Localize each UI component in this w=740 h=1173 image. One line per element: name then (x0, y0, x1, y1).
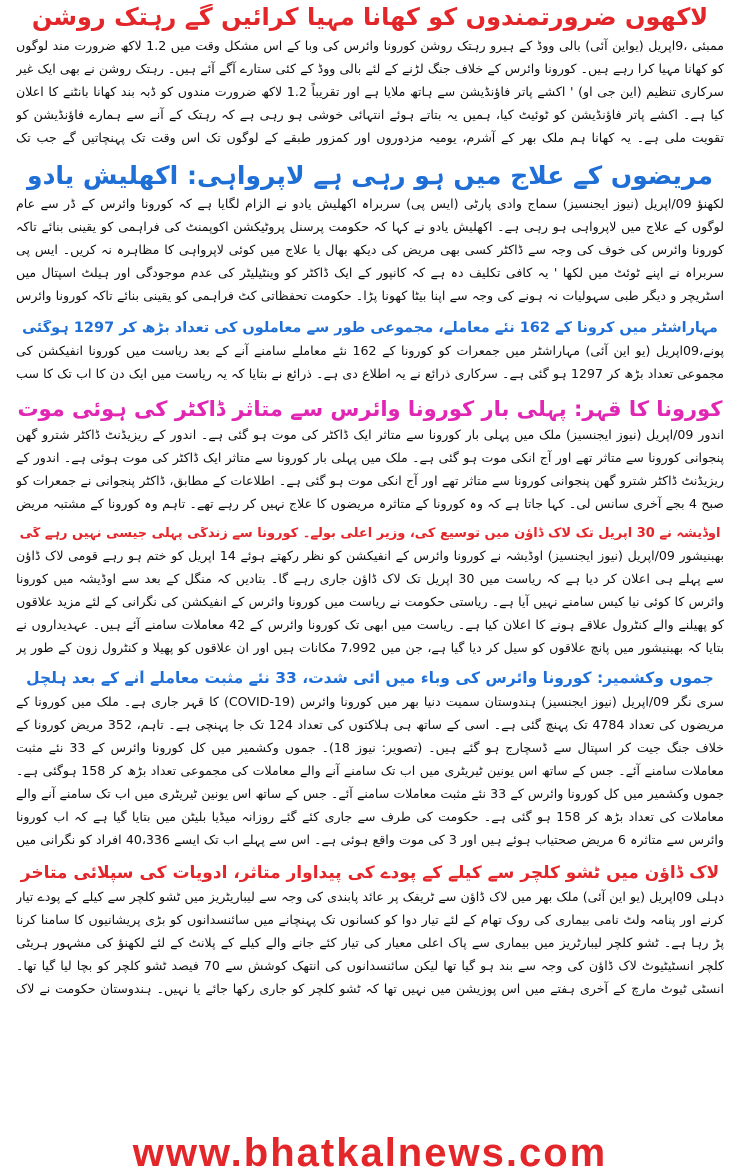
article-rohtak-roshan (0, 4, 740, 150)
article-headline: لاک ڈاؤن میں ٹشو کلچر سے کیلے کے پودے کی پیداوار متاثر، ادویات کی سپلائی متاخر (20, 863, 720, 883)
site-url-footer: www.bhatkalnews.com (132, 1131, 608, 1173)
article-maharashtra-cases (0, 320, 740, 385)
article-headline: کورونا کا قہر: پہلی بار کورونا وائرس سے متاثر ڈاکٹر کی ہوئی موت (17, 397, 723, 422)
article-akhilesh-yadav (0, 162, 740, 309)
article-headline: اوڈیشہ نے 30 اپریل تک لاک ڈاؤن میں توسیع کی، وزیر اعلی بولے۔ کورونا سے زندگی پہلی جیسی نہیں رہے گی (19, 527, 721, 542)
article-body: سری نگر 09/اپریل (نیوز ایجنسیز) ہندوستان سمیت دنیا بھر میں کورونا وائرس (COVID-19) کا قہر جاری ہے۔ ملک میں کورونا کے مریضوں کی تعداد 4784 تک پہنچ گئی ہے۔ اسی کے ساتھ ہی ہلاکتوں کی تعداد 124 تک جا پہنچی ہے۔ تاہم، 352 مریض کورونا کے خلاف جنگ جیت کر اسپتال سے ڈسچارج ہو گئے ہیں۔ (تصویر: نیوز 18)۔ جموں وکشمیر میں کل کورونا وائرس کے 33 نئے مثبت معاملات سامنے آئے۔ جس کے ساتھ اس یونین ٹیریٹری میں اب تک سامنے آنے والے معاملات کی مجموعی تعداد بڑھ کر 158 ہوگئی ہے۔ جموں وکشمیر میں کل کورونا وائرس کے 33 نئے مثبت معاملات سامنے آئے۔ جس کے ساتھ اس یونین ٹیریٹری میں اب تک سامنے آنے والے معاملات کی تعداد بڑھ کر 158 ہو گئی ہے۔ حکومت کی طرف سے جاری کئے گئے روزانہ میڈیا بلیٹن میں بتایا گیا ہے کہ اب کورونا وائرس سے متاثرہ 6 مریض صحتیاب ہوئے ہیں اور 3 کی موت واقع ہوئی ہے۔ اس سے پہلے اب تک ایسے 40،336 افراد کو نگرانی میں (16, 693, 724, 847)
article-jammu-kashmir (0, 670, 740, 852)
article-body: لکھنؤ 09/اپریل (نیوز ایجنسیز) سماج وادی پارٹی (ایس پی) سربراہ اکھلیش یادو نے الزام لگایا ہے کہ کورونا وائرس کے ڈر سے عام لوگوں کے علاج میں لاپرواہی ہو رہی ہے۔ اکھلیش یادو نے کہا کہ حکومت پرسنل پروٹیکشن اکوپمنٹ کی فراہمی کو یقینی بنائے تاکہ کورونا وائرس کی خوف کی وجہ سے ڈاکٹر کسی بھی مریض کی دیکھ بھال یا علاج میں کوئی لاپرواہی کا مظاہرہ نہ کریں۔ ایس پی سربراہ نے اپنے ٹوئٹ میں لکھا ' یہ کافی تکلیف دہ ہے کہ کانپور کے ایک ڈاکٹر کو وینٹیلیٹر کی عدم موجودگی اور ہیلٹ اسپتال میں اسٹریچر و دیگر طبی سہولیات نہ ہونے کی وجہ سے اپنا بیٹا کھونا پڑا۔ حکومت تحفظاتی کٹ فراہمی کو یقینی بنائے تاکہ کورونا وائرس (16, 196, 724, 304)
article-body: اندور 09/اپریل (نیوز ایجنسیز) ملک میں پہلی بار کورونا سے متاثر ایک ڈاکٹر کی موت ہو گئی ہے۔ اندور کے ریزیڈنٹ ڈاکٹر شترو گھن پنجوانی کورونا سے متاثر تھے اور آج انکی موت ہو گئی ہے۔ ملک میں پہلی بار کورونا سے متاثر ایک ڈاکٹر کی موت ہوئی ہے۔ اندور کے ریزیڈنٹ ڈاکٹر شترو گھن پنجوانی کورونا سے متاثر تھے اور آج انکی موت ہو گئی ہے۔ اطلاعات کے مطابق، ڈاکٹر پنجوانی نے جمعرات کو صبح 4 بجے آخری سانس لی۔ کہا جاتا ہے کہ وہ کورونا کے متاثرہ مریضوں کا علاج نہیں کر رہے تھے۔ تاہم وہ کورونا کے مشتبہ مریض (16, 427, 724, 512)
article-body: ممبئی ،9اپریل (یواین آئی) بالی ووڈ کے ہیرو رہتک روشن کورونا وائرس کی وبا کے اس مشکل وقت میں 1.2 لاکھ ضرورت مند لوگوں کو کھانا مہیا کرا رہے ہیں۔ کورونا وائرس کے خلاف جنگ لڑنے کے لئے بالی ووڈ کے کئی ستارے آگے آئے ہیں۔ رہتک روشن نے بھی ایک غیر سرکاری تنظیم (این جی او) ' اکشے پاتر فاؤنڈیشن سے ہاتھ ملایا ہے اور تقریباً 1.2 لاکھ ضرورت مندوں کو ڈبہ بند کھانا بانٹنے کا اعلان کیا ہے۔ اکشے پاتر فاؤنڈیشن کو ٹوئیٹ کیا، ہمیں یہ بتاتے ہوئے انتہائی خوشی ہو رہی ہے کہ رہتک کے آنے سے ہمارے فاؤنڈیشن کو تقویت ملی ہے۔ یہ کھانا ہم ملک بھر کے آشرم، یومیہ مزدوروں اور کمزور طبقے کے لوگوں تک اس وقت تک پہنچاتیں گے جب تک (16, 37, 724, 145)
article-body: دہلی 09اپریل (یو این آئی) ملک بھر میں لاک ڈاؤن سے ٹریفک پر عائد پابندی کی وجہ سے لیباریٹریز میں ٹشو کلچر سے کیلے کے پودے تیار کرنے اور پنامہ ولٹ نامی بیماری کی روک تھام کے لئے تیار دوا کو کسانوں تک پہنچانے میں سائنسدانوں کو بڑی پریشانیوں کا سامنا کرنا پڑ رہا ہے۔ ٹشو کلچر لیبارٹریز میں بیماری سے پاک اعلی معیار کی تیار کئے جانے والے کیلے کے پلانٹ کے لئے لکھنؤ کی مشہور ہریٹی کلچر انسٹیٹیوٹ لاک ڈاؤن کی وجہ سے بند ہو گیا تھا لیکن سائنسدانوں کی انتھک کوشش سے 70 فیصد ٹشو کلچر کو بچا لیا گیا تھا۔ انسٹی ٹیوٹ مارچ کے آخری ہفتے میں اس پوزیشن میں نہیں تھا کہ ٹشو کلچر کو جاری رکھا جائے یا نہیں۔ ہندوستان حکومت نے لاک (16, 889, 724, 997)
article-indore-doctor (0, 397, 740, 515)
article-tissue-culture (0, 864, 740, 1002)
article-headline: لاکھوں ضرورتمندوں کو کھانا مہیا کرائیں گے رہتک روشن (31, 4, 709, 31)
article-headline: مریضوں کے علاج میں ہو رہی ہے لاپرواہی: اکھلیش یادو (27, 161, 713, 190)
article-body: پونے،09اپریل (یو این آئی) مہاراشٹر میں جمعرات کو کورونا کے 162 نئے معاملے سامنے آنے کے بعد ریاست میں کورونا انفیکشن کی مجموعی تعداد بڑھ کر 1297 ہو گئی ہے۔ سرکاری ذرائع نے یہ اطلاع دی ہے۔ ذرائع نے بتایا کہ یہ ریاست میں ایک دن کا اب تک کا سب (16, 343, 724, 382)
article-headline: جموں وکشمیر: کورونا وائرس کی وباء میں آئی شدت، 33 نئے مثبت معاملے آنے کے بعد ہلچل (26, 670, 714, 688)
article-odisha-lockdown (0, 527, 740, 660)
article-body: بھبنیشور 09/اپریل (نیوز ایجنسیز) اوڈیشہ نے کورونا وائرس کے انفیکشن کو نظر رکھتے ہوئے 14 اپریل کو ختم ہو رہے قومی لاک ڈاؤن سے پہلے ہی اعلان کر دیا ہے کہ ریاست میں 30 اپریل تک لاک ڈاؤن جاری رہے گا۔ بتادیں کہ منگل کے بعد سے اوڈیشہ میں کورونا وائرس کا کوئی نیا کیس سامنے نہیں آیا ہے۔ ریاستی حکومت نے ریاست میں کورونا وائرس کے انفیکشن کی نگرانی کے لئے مزید علاقوں کو پھیلنے والے کنٹرول علاقے ہونے کا اعلان کیا ہے۔ ریاست میں ابھی تک کورونا وائرس کے 42 معاملات سامنے آئے ہیں۔ عہدیداروں نے بتایا کہ بھبنیشور میں پانچ علاقوں کو سیل کر دیا گیا ہے، جن میں 7،992 مکانات ہیں اور ان علاقوں کو پھیلا و کنٹرول زون کے طور پر (16, 548, 724, 656)
article-headline: مہاراشٹر میں کرونا کے 162 نئے معاملے، مجموعی طور سے معاملوں کی تعداد بڑھ کر 1297 ہوگئی (22, 320, 718, 337)
